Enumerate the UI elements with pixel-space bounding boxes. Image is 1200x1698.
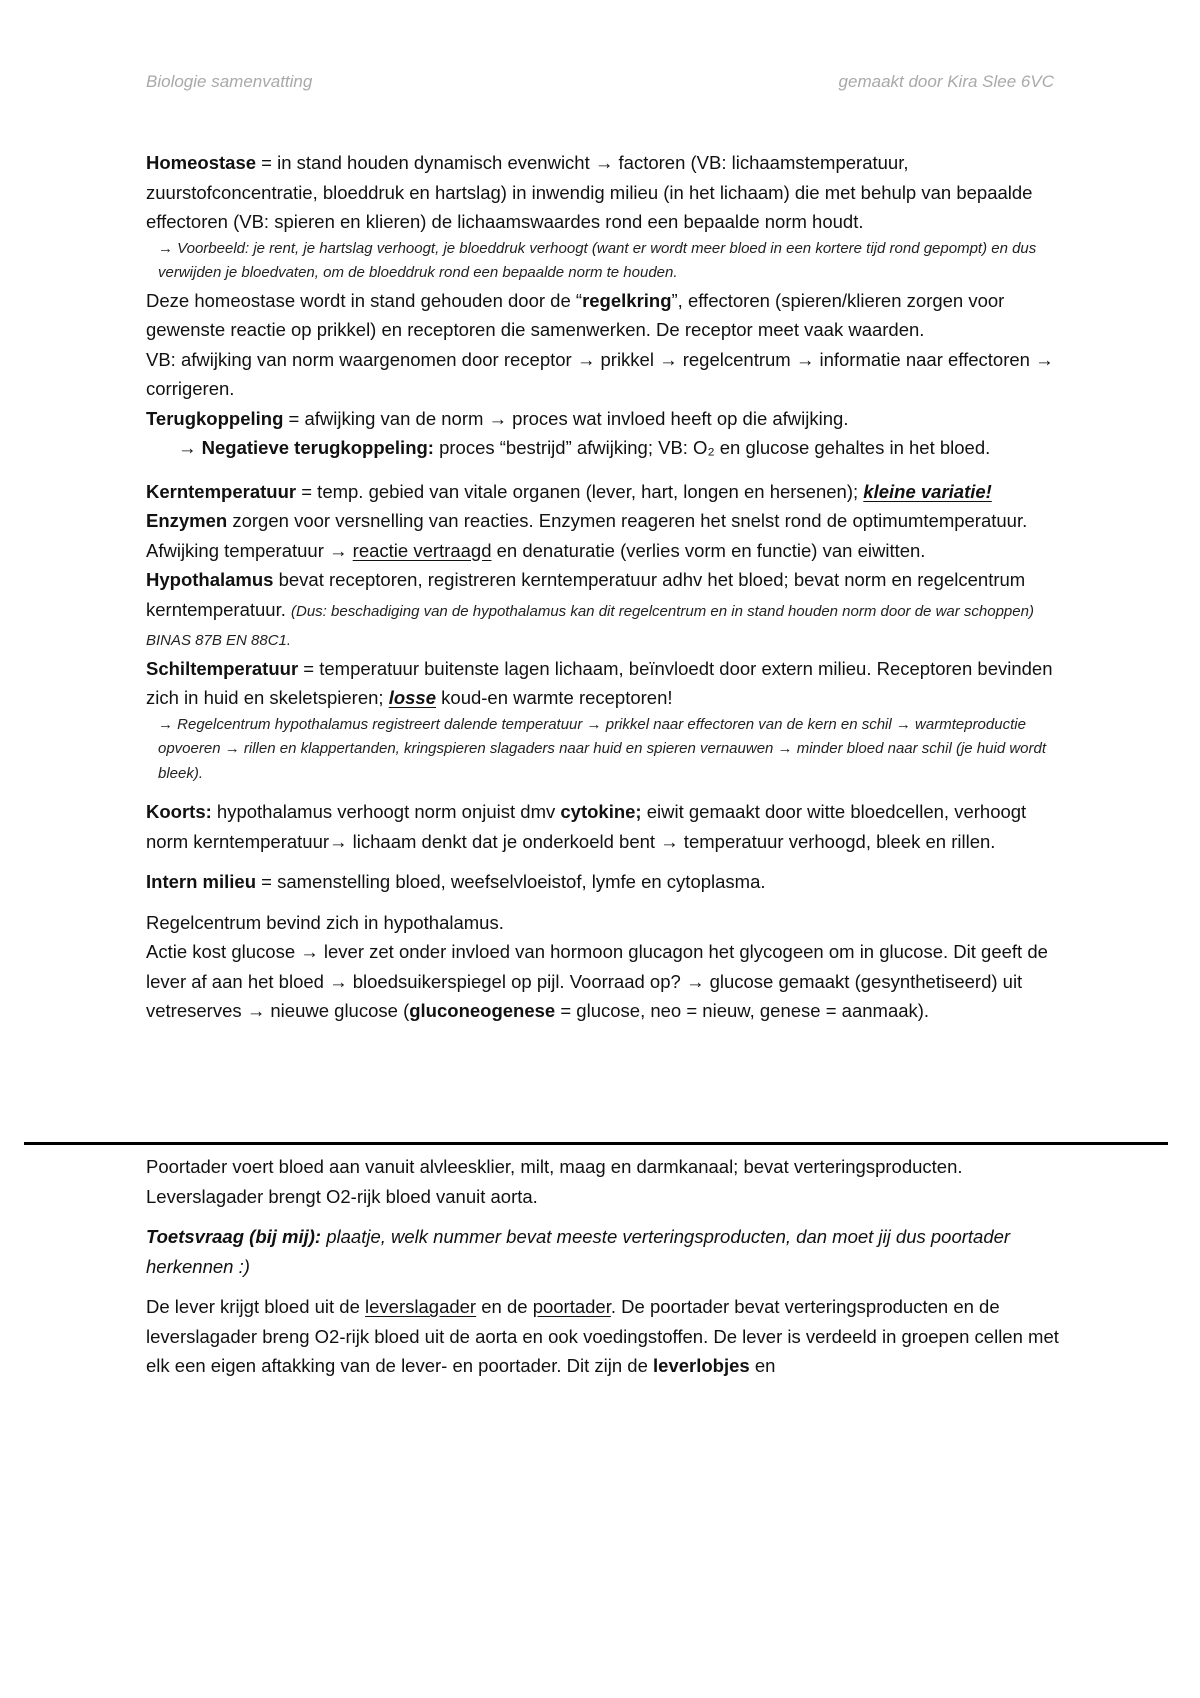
spacer: [146, 463, 1066, 477]
regelkring-vb: VB: afwijking van norm waargenomen door receptor → prikkel → regelcentrum → informatie naar effectoren → corrigeren.: [146, 348, 1054, 399]
term-regelkring: regelkring: [582, 289, 672, 311]
term-intern-milieu: Intern milieu: [146, 871, 256, 892]
arrow-icon: →: [594, 152, 614, 173]
hypothalamus-note: (Dus: beschadiging van de hypothalamus kan dit regelcentrum en in stand houden norm door de war schoppen) BINAS 87B EN 88C1.: [146, 602, 1034, 649]
negatieve-terugkoppeling: → Negatieve terugkoppeling: proces “bestrijd” afwijking; VB: O₂ en glucose gehaltes in het bloed.: [178, 437, 991, 458]
spacer: [146, 1281, 1066, 1292]
emphasis-kleine-variatie: kleine variatie!: [863, 480, 992, 502]
arrow-icon: →: [158, 239, 173, 257]
actie-paragraph: Actie kost glucose → lever zet onder invloed van hormoon glucagon het glycogeen om in glucose. Dit geeft de lever af aan het bloed → bloedsuikerspiegel op pijl. Voorraad op? → glucose gemaakt (gesynthetiseerd) uit vetreserves → nieuwe glucose (gluconeogenese = glucose, neo = nieuw, genese = aanmaak).: [146, 941, 1048, 1021]
regelkring-paragraph: Deze homeostase wordt in stand gehouden door de “regelkring”, effectoren (spieren/klieren zorgen voor gewenste reactie op prikkel) en receptoren die samenwerken. De receptor meet vaak waarden.: [146, 289, 1005, 340]
header-right: gemaakt door Kira Slee 6VC: [838, 72, 1054, 91]
homeostase-example: → Voorbeeld: je rent, je hartslag verhoogt, je bloeddruk verhoogt (want er wordt meer bloed in een kortere tijd rond gepompt) en dus verwijden je bloedvaten, om de bloeddruk rond een bepaalde norm te houden.: [158, 239, 1037, 281]
poortader-line-1: Poortader voert bloed aan vanuit alvleesklier, milt, maag en darmkanaal; bevat verteringsproducten.: [146, 1156, 963, 1177]
underlined-reactie-vertraagd: reactie vertraagd: [352, 539, 492, 561]
terugkoppeling-paragraph: Terugkoppeling = afwijking van de norm → proces wat invloed heeft op die afwijking.: [146, 407, 849, 429]
term-cytokine: cytokine;: [560, 801, 642, 822]
arrow-icon: →: [178, 437, 202, 458]
term-koorts: Koorts:: [146, 801, 212, 822]
term-schiltemperatuur: Schiltemperatuur: [146, 657, 299, 679]
kerntemperatuur-paragraph: Kerntemperatuur = temp. gebied van vitale organen (lever, hart, longen en hersenen); kleine variatie!: [146, 480, 992, 502]
regelcentrum-line: Regelcentrum bevind zich in hypothalamus.: [146, 911, 504, 933]
poortader-line-2: Leverslagader brengt O2-rijk bloed vanuit aorta.: [146, 1185, 538, 1207]
hypothalamus-paragraph: Hypothalamus bevat receptoren, registreren kerntemperatuur adhv het bloed; bevat norm en regelcentrum kerntemperatuur. (Dus: beschadiging van de hypothalamus kan dit regelcentrum en in stand houden norm door de war schoppen) BINAS 87B EN 88C1.: [146, 569, 1034, 649]
schiltemperatuur-paragraph: Schiltemperatuur = temperatuur buitenste lagen lichaam, beïnvloedt door extern milieu. Receptoren bevinden zich in huid en skeletspieren; losse koud-en warmte receptoren!: [146, 657, 1053, 708]
term-enzymen: Enzymen: [146, 510, 228, 531]
underlined-leverslagader: leverslagader: [365, 1296, 477, 1317]
lever-paragraph: De lever krijgt bloed uit de leverslagader en de poortader. De poortader bevat verteringsproducten en de leverslagader breng O2-rijk bloed uit de aorta en ook voedingstoffen. De lever is verdeeld in groepen cellen met elk een eigen aftakking van de lever- en poortader. Dit zijn de leverlobjes en: [146, 1296, 1059, 1376]
term-toetsvraag: Toetsvraag (bij mij):: [146, 1226, 322, 1247]
header-left: Biologie samenvatting: [146, 72, 313, 91]
koorts-paragraph: Koorts: hypothalamus verhoogt norm onjuist dmv cytokine; eiwit gemaakt door witte bloedcellen, verhoogt norm kerntemperatuur→ lichaam denkt dat je onderkoeld bent → temperatuur verhoogd, bleek en rillen.: [146, 801, 1027, 852]
term-gluconeogenese: gluconeogenese: [409, 1000, 556, 1021]
document-body: [146, 148, 1066, 1026]
spacer: [146, 897, 1066, 908]
term-leverlobjes: leverlobjes: [653, 1355, 750, 1376]
horizontal-divider: [24, 1142, 1168, 1145]
term-terugkoppeling: Terugkoppeling: [146, 407, 284, 429]
page-header: [146, 72, 1054, 92]
toetsvraag-paragraph: Toetsvraag (bij mij): plaatje, welk nummer bevat meeste verteringsproducten, dan moet jij dus poortader herkennen :): [146, 1226, 1011, 1277]
document-body-continued: [146, 1152, 1066, 1381]
emphasis-losse: losse: [388, 687, 437, 708]
underlined-poortader: poortader: [532, 1296, 611, 1317]
term-homeostase: Homeostase: [146, 152, 257, 173]
schiltemperatuur-note: → Regelcentrum hypothalamus registreert dalende temperatuur → prikkel naar effectoren van de kern en schil → warmteproductie opvoeren → rillen en klappertanden, kringspieren slagaders naar huid en spieren vernauwen → minder bloed naar schil (je huid wordt bleek).: [158, 715, 1047, 782]
term-negatieve-terugkoppeling: Negatieve terugkoppeling:: [201, 437, 434, 458]
term-hypothalamus: Hypothalamus: [146, 569, 274, 590]
enzymen-paragraph: Enzymen zorgen voor versnelling van reacties. Enzymen reageren het snelst rond de optimumtemperatuur. Afwijking temperatuur → reactie vertraagd en denaturatie (verlies vorm en functie) van eiwitten.: [146, 510, 1028, 561]
spacer: [146, 786, 1066, 797]
intern-milieu-paragraph: Intern milieu = samenstelling bloed, weefselvloeistof, lymfe en cytoplasma.: [146, 871, 766, 892]
homeostase-paragraph: Homeostase = in stand houden dynamisch evenwicht → factoren (VB: lichaamstemperatuur, zuurstofconcentratie, bloeddruk en hartslag) in inwendig milieu (in het lichaam) die met behulp van bepaalde effectoren (VB: spieren en klieren) de lichaamswaardes rond een bepaalde norm houdt.: [146, 152, 1033, 232]
term-kerntemperatuur: Kerntemperatuur: [146, 480, 297, 502]
spacer: [146, 856, 1066, 867]
spacer: [146, 1211, 1066, 1222]
